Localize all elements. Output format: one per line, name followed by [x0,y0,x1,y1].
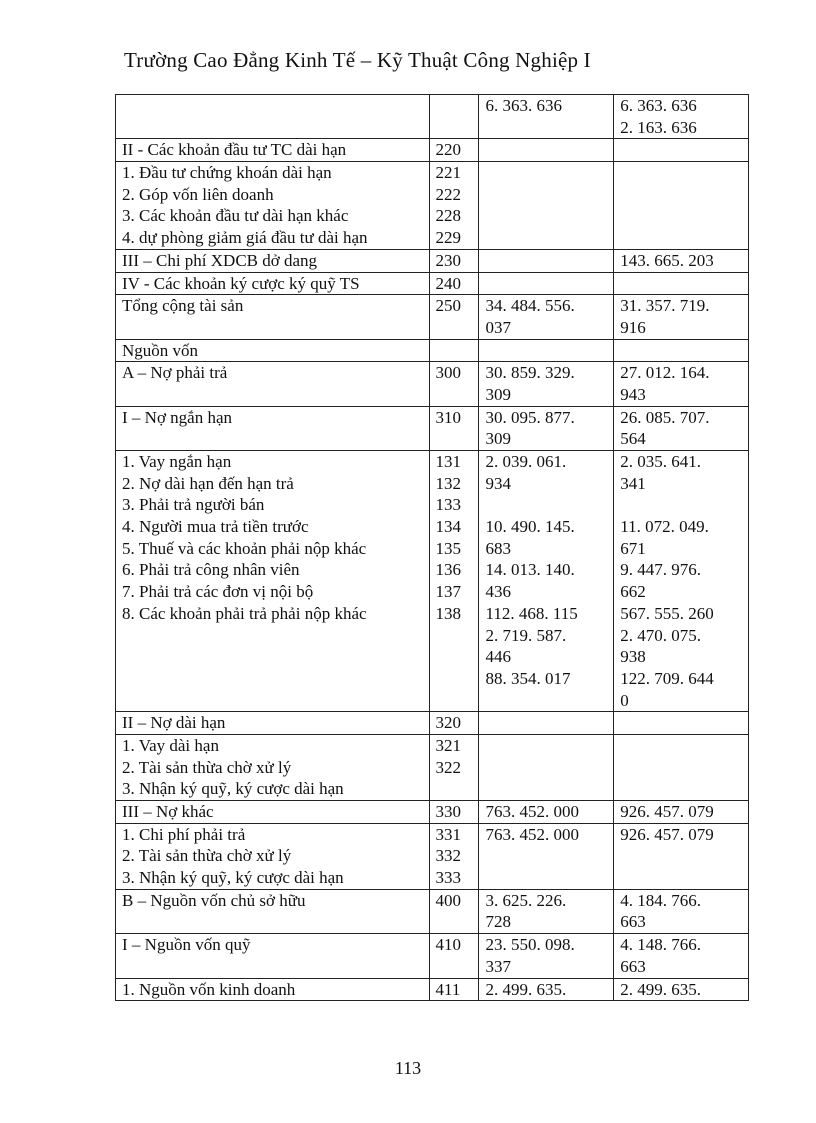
cell-line: 341 [620,473,646,493]
page-number: 113 [394,1058,422,1078]
cell-line: 122. 709. 644 [620,668,714,688]
cell-line: 926. 457. 079 [620,802,714,821]
value-cell-2 [614,889,749,933]
cell-line [485,712,607,734]
cell-line: 2. 719. 587. [485,625,567,645]
cell-line: 938 [620,647,646,667]
cell-line [122,95,423,117]
cell-line: 2. 499. 635. [485,979,567,999]
cell-line [485,494,607,516]
cell-line: 8. Các khoản phải trả phải nộp khác [122,603,367,623]
table-row [116,889,749,933]
cell-line: 3. 625. 226. [485,890,567,910]
value-cell-2 [614,272,749,295]
value-cell-1 [479,295,614,339]
cell-line: 112. 468. 115 [485,603,578,623]
cell-line: 222 [435,184,462,204]
value-cell-2 [614,734,749,800]
value-cell-2 [614,451,749,712]
value-cell-1 [479,734,614,800]
cell-line: Tổng cộng tài sản [122,296,244,316]
cell-line: 332 [435,846,462,866]
cell-line: 228 [435,206,462,226]
cell-line: 671 [620,538,646,558]
code-cell [429,801,479,824]
code-cell [429,139,479,162]
code-cell [429,934,479,978]
cell-line: 230 [435,250,462,270]
page-header: Trường Cao Đẳng Kinh Tế – Kỹ Thuật Công Nghiệp I [124,48,591,72]
code-cell [429,451,479,712]
cell-line: IV - Các khoản ký cược ký quỹ TS [122,273,360,293]
value-cell-1 [479,362,614,406]
item-cell [116,139,430,162]
balance-sheet-table [115,94,749,1001]
cell-line: 2. Nợ dài hạn đến hạn trả [122,473,294,493]
cell-line: 1. Đầu tư chứng khoán dài hạn [122,163,332,183]
cell-line: 136 [435,560,462,580]
cell-line: II - Các khoản đầu tư TC dài hạn [122,140,347,160]
code-cell [429,734,479,800]
cell-line: 4. 184. 766. [620,890,701,910]
value-cell-2 [614,934,749,978]
cell-line: 728 [485,912,511,932]
cell-line [620,273,742,295]
cell-line: 5. Thuế và các khoản phải nộp khác [122,538,367,558]
cell-line: 6. 363. 636 [485,96,562,115]
item-cell [116,451,430,712]
value-cell-1 [479,139,614,162]
table-row [116,139,749,162]
value-cell-2 [614,978,749,1001]
cell-line [485,162,607,184]
value-cell-1 [479,451,614,712]
cell-line: 26. 085. 707. [620,407,710,427]
cell-line: 322 [435,757,462,777]
table-row [116,978,749,1001]
cell-line: II – Nợ dài hạn [122,713,226,733]
cell-line: 138 [435,603,462,623]
cell-line: 400 [435,890,462,910]
code-cell [429,272,479,295]
cell-line: 240 [435,273,462,293]
cell-line: 10. 490. 145. [485,517,575,537]
item-cell [116,823,430,889]
table-row [116,712,749,735]
cell-line: 31. 357. 719. [620,296,710,316]
cell-line: 763. 452. 000 [485,802,579,821]
cell-line: 4. Người mua trả tiền trước [122,517,309,537]
value-cell-2 [614,139,749,162]
value-cell-2 [614,162,749,250]
cell-line [485,273,607,295]
cell-line: 1. Vay dài hạn [122,735,219,755]
cell-line: 30. 095. 877. [485,407,575,427]
table-row [116,801,749,824]
cell-line: 9. 447. 976. [620,560,701,580]
cell-line: 763. 452. 000 [485,824,579,844]
cell-line: 6. 363. 636 [620,96,697,115]
table-row [116,272,749,295]
item-cell [116,801,430,824]
cell-line: 330 [435,802,462,821]
value-cell-1 [479,272,614,295]
item-cell [116,162,430,250]
cell-line: 3. Các khoản đầu tư dài hạn khác [122,206,349,226]
cell-line: 3. Nhận ký quỹ, ký cược dài hạn [122,779,344,799]
cell-line: 410 [435,935,462,955]
table-row [116,339,749,362]
code-cell [429,339,479,362]
item-cell [116,734,430,800]
cell-line: 663 [620,956,646,976]
table-row [116,451,749,712]
item-cell [116,95,430,139]
cell-line: 331 [435,824,462,844]
cell-line: 34. 484. 556. [485,296,575,316]
value-cell-1 [479,823,614,889]
cell-line: 926. 457. 079 [620,824,714,844]
cell-line: 2. Tài sản thừa chờ xử lý [122,757,292,777]
cell-line: 250 [435,296,462,316]
cell-line: 2. 035. 641. [620,452,701,471]
cell-line: 436 [485,582,511,602]
cell-line: 333 [435,868,462,888]
cell-line: 683 [485,538,511,558]
item-cell [116,339,430,362]
cell-line: 321 [435,735,462,755]
value-cell-2 [614,249,749,272]
item-cell [116,406,430,450]
cell-line: 143. 665. 203 [620,250,714,270]
cell-line: 934 [485,473,511,493]
cell-line [485,139,607,161]
value-cell-1 [479,95,614,139]
cell-line: 309 [485,384,511,404]
value-cell-2 [614,712,749,735]
cell-line: 133 [435,495,462,515]
table-row [116,362,749,406]
cell-line: 30. 859. 329. [485,363,575,383]
value-cell-2 [614,295,749,339]
cell-line: 135 [435,538,462,558]
cell-line [620,139,742,161]
cell-line: 11. 072. 049. [620,517,709,537]
value-cell-2 [614,339,749,362]
cell-line [620,494,742,516]
cell-line [436,95,473,117]
cell-line: 88. 354. 017 [485,668,571,688]
code-cell [429,249,479,272]
item-cell [116,712,430,735]
code-cell [429,362,479,406]
cell-line: 2. Tài sản thừa chờ xử lý [122,846,292,866]
cell-line: 132 [435,473,462,493]
cell-line: 309 [485,429,511,449]
cell-line: 229 [435,228,462,248]
code-cell [429,823,479,889]
cell-line: 6. Phải trả công nhân viên [122,560,300,580]
cell-line: 662 [620,582,646,602]
cell-line: 221 [435,163,462,183]
cell-line: 220 [435,140,462,160]
cell-line: III – Nợ khác [122,802,214,821]
table-row [116,934,749,978]
cell-line [620,162,742,184]
code-cell [429,712,479,735]
cell-line [620,735,742,757]
cell-line: 131 [435,452,462,471]
cell-line: 411 [435,979,461,999]
cell-line [485,735,607,757]
cell-line: 320 [435,713,462,733]
cell-line: 2. Góp vốn liên doanh [122,184,274,204]
cell-line: 0 [620,690,629,710]
cell-line: 3. Phải trả người bán [122,495,265,515]
value-cell-1 [479,712,614,735]
cell-line: 2. 039. 061. [485,452,567,471]
cell-line: 1. Vay ngắn hạn [122,452,232,471]
value-cell-1 [479,162,614,250]
value-cell-1 [479,801,614,824]
cell-line: 037 [485,317,511,337]
value-cell-2 [614,362,749,406]
code-cell [429,162,479,250]
table-row [116,95,749,139]
value-cell-2 [614,823,749,889]
table-row [116,249,749,272]
cell-line: 7. Phải trả các đơn vị nội bộ [122,582,314,602]
value-cell-2 [614,95,749,139]
item-cell [116,889,430,933]
cell-line: I – Nợ ngắn hạn [122,407,233,427]
item-cell [116,934,430,978]
cell-line: I – Nguồn vốn quỹ [122,935,251,955]
cell-line: 663 [620,912,646,932]
cell-line [620,340,742,362]
table-row [116,162,749,250]
cell-line: B – Nguồn vốn chủ sở hữu [122,890,306,910]
table-row [116,823,749,889]
cell-line [436,340,473,362]
value-cell-1 [479,339,614,362]
table-row [116,734,749,800]
code-cell [429,978,479,1001]
code-cell [429,295,479,339]
code-cell [429,889,479,933]
table-row [116,295,749,339]
cell-line: 4. dự phòng giảm giá đầu tư dài hạn [122,228,368,248]
cell-line: 567. 555. 260 [620,603,714,623]
cell-line: 300 [435,363,462,383]
cell-line: 916 [620,317,646,337]
cell-line: 310 [435,407,462,427]
cell-line: 4. 148. 766. [620,935,701,955]
cell-line: 2. 163. 636 [620,117,697,137]
cell-line [485,340,607,362]
value-cell-1 [479,889,614,933]
cell-line [620,712,742,734]
code-cell [429,95,479,139]
code-cell [429,406,479,450]
item-cell [116,978,430,1001]
cell-line: Nguồn vốn [122,340,199,360]
table-row [116,406,749,450]
item-cell [116,272,430,295]
value-cell-1 [479,978,614,1001]
cell-line: 134 [435,517,462,537]
item-cell [116,295,430,339]
cell-line: 137 [435,582,462,602]
cell-line: III – Chi phí XDCB dở dang [122,250,318,270]
cell-line: 1. Nguồn vốn kinh doanh [122,979,296,999]
cell-line: 446 [485,647,511,667]
cell-line: 14. 013. 140. [485,560,575,580]
item-cell [116,362,430,406]
cell-line: 564 [620,429,646,449]
cell-line: 23. 550. 098. [485,935,575,955]
cell-line [485,250,607,272]
item-cell [116,249,430,272]
cell-line: 1. Chi phí phải trả [122,824,246,844]
value-cell-1 [479,249,614,272]
cell-line: 337 [485,956,511,976]
cell-line: 943 [620,384,646,404]
cell-line: 2. 499. 635. [620,979,701,999]
cell-line: A – Nợ phải trả [122,363,228,383]
cell-line: 3. Nhận ký quỹ, ký cược dài hạn [122,868,344,888]
value-cell-2 [614,406,749,450]
cell-line: 27. 012. 164. [620,363,710,383]
value-cell-1 [479,934,614,978]
value-cell-2 [614,801,749,824]
cell-line: 2. 470. 075. [620,625,701,645]
value-cell-1 [479,406,614,450]
